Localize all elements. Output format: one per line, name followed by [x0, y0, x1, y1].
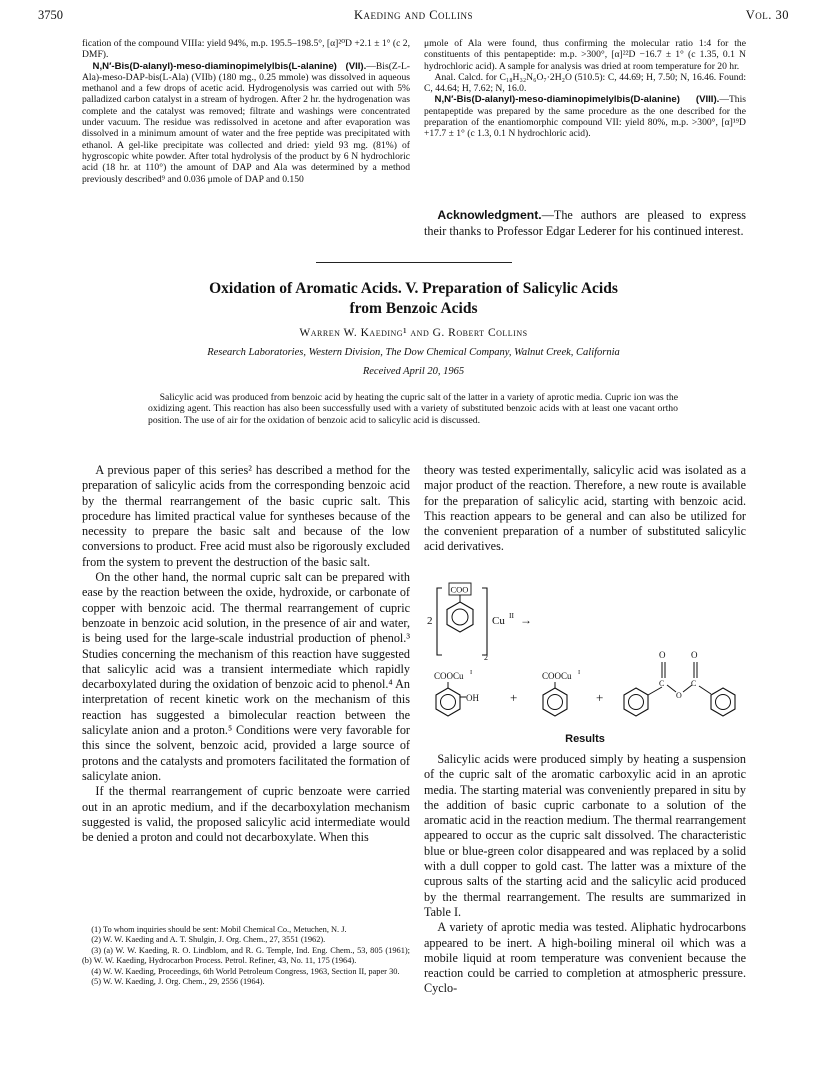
left-bracket [437, 588, 442, 655]
reaction-scheme [424, 580, 746, 730]
article-title-line2: from Benzoic Acids [349, 300, 478, 317]
body-right-column-bottom [424, 752, 746, 997]
footnotes [82, 925, 410, 987]
compound-heading: N,N′-Bis(D-alanyl)-meso-diaminopimelylbis(L-alanine) (VII). [92, 60, 367, 72]
prev-article-right-column [424, 38, 746, 140]
scheme-coefficient: 2 [427, 615, 433, 627]
body-paragraph: If the thermal rearrangement of cupric benzoate were carried out in an aprotic medium, and if the decarboxylation mechanism suggested is valid, the proposed salicylic acid intermediate would be denied a proton and could not decarboxylate. When this [82, 784, 410, 845]
carbonyl-oxygen-label: O [691, 650, 698, 660]
carbonyl-carbon-label: C [691, 679, 697, 688]
carbonyl-carbon-label: C [659, 679, 665, 688]
footnote: (1) To whom inquiries should be sent: Mobil Chemical Co., Metuchen, N. J. [91, 925, 347, 934]
cuprous-sup: I [470, 669, 473, 676]
analysis-paragraph: Anal. Calcd. for C₁₈H₃₂N₆O₇·2H₂O (510.5): C, 44.69; H, 7.50; N, 16.46. Found: C, 44.64; H, 7.62; N, 16.0. [424, 71, 746, 95]
body-paragraph: A variety of aprotic media was tested. Aliphatic hydrocarbons appeared to be inert. A high-boiling mineral oil which was a mobile liquid at room temperature was convenient because the reaction could be carried to completion at atmospheric pressure. Cyclo- [424, 920, 746, 996]
footnote: (2) W. W. Kaeding and A. T. Shulgin, J. Org. Chem., 27, 3551 (1962). [91, 935, 326, 945]
body-paragraph: theory was tested experimentally, salicylic acid was isolated as a major product of the reaction. Therefore, a new route is available for the preparation of salicylic acid, starting with benzoic acid. This reaction appears to be general and can also be utilized for the convenient preparation of a number of substituted salicylic acid derivatives. [424, 463, 746, 554]
footnote: (4) W. W. Kaeding, Proceedings, 6th World Petroleum Congress, 1963, Section II, paper 30. [91, 966, 400, 976]
page-number: 3750 [38, 8, 63, 22]
bond-line [667, 685, 676, 692]
article-affiliation: Research Laboratories, Western Division, The Dow Chemical Company, Walnut Creek, California [207, 347, 620, 358]
prev-paragraph [424, 94, 746, 139]
bond-line [699, 686, 711, 694]
acknowledgment-heading: Acknowledgment. [437, 208, 542, 222]
carbonyl-oxygen-label: O [659, 650, 666, 660]
prev-text: —Bis(Z-L-Ala)-meso-DAP-bis(L-Ala) (VIIb) (180 mg., 0.25 mmole) was dissolved in aqueous methanol and a few drops of acetic acid. Hydrogenolysis was carried out with 5% palladized carbon catalyst in a stream of hydrogen. After 2 hr. the hydrogenation was complete and the catalyst was removed; filtrate and washings were concentrated under vacuum. The residue was redissolved in acetone and after evaporation was dissolved in a minimum amount of water and the free peptide was precipitated with ethanol. A gel-like precipitate was collected and dried: yield 93 mg. (81%) of hygroscopic white powder. After total hydrolysis of the product by 6 N hydrochloric acid (18 hr. at 110°) the amount of DAP and Ala was determined by a method previously described⁹ and 0.036 μmole of DAP and 0.150 [82, 60, 410, 185]
prev-paragraph: fication of the compound VIIIa: yield 94%, m.p. 195.5–198.5°, [α]²⁰D +2.1 ± 1° (c 2, DMF). [82, 38, 410, 61]
abstract [148, 392, 678, 426]
aromatic-circle [452, 609, 468, 625]
article-separator [316, 262, 512, 263]
benzene-ring [436, 688, 460, 716]
acknowledgment-text: —The authors are pleased to express their thanks to Professor Edgar Lederer for his continued interest. [424, 208, 746, 238]
carboxylate-label: COO [450, 584, 469, 595]
benzene-ring [624, 688, 648, 716]
copper-ii-sup: II [509, 611, 514, 620]
benzene-ring [711, 688, 735, 716]
bridging-oxygen-label: O [676, 691, 682, 700]
body-paragraph: A previous paper of this series² has described a method for the preparation of salicylic acids from the corresponding benzoic acid by the thermal rearrangement of the basic cupric salt. This procedure has limited practical value for syntheses because of the necessity to prepare the basic salt and because of the low conversions to product. Free acid must also be rigorously excluded from the system to prevent the destruction of the basic salt. [82, 463, 410, 569]
running-title: Kaeding and Collins [353, 8, 474, 22]
aromatic-circle [548, 695, 563, 710]
body-paragraph: On the other hand, the normal cupric salt can be prepared with ease by the reaction between the oxide, hydroxide, or carbonate of copper with benzoic acid. The thermal rearrangement of cupric benzoate in benzoic acid solution, in the presence of air and water, is being used for the large-scale industrial production of phenol.³ Studies concerning the mechanism of this reaction have suggested that salicylic acid was a transient intermediate which rapidly decarboxylated during the oxidation of benzoic acid to phenol.⁴ An interpretation of recent kinetic work on the mechanism of this reaction has suggested a bimolecular reaction between the salicylate anion and a proton.⁵ Conditions were very favorable for this since the solvent, benzoic acid, provided a large source of protons and the catalysts and promoters facilitated the formation of salicylate anion. [82, 570, 410, 783]
prev-paragraph [82, 61, 410, 185]
aromatic-circle [716, 695, 731, 710]
prev-article-left-column [82, 38, 410, 185]
cuprous-salt-label: COOCu [434, 671, 464, 681]
article-title-line1: Oxidation of Aromatic Acids. V. Preparation of Salicylic Acids [209, 280, 618, 297]
body-right-column-top [424, 463, 746, 555]
reaction-arrow: → [520, 613, 532, 627]
bracket-subscript: 2 [484, 653, 488, 662]
benzene-ring [447, 602, 473, 632]
footnote: (3) (a) W. W. Kaeding, R. O. Lindblom, and R. G. Temple, Ind. Eng. Chem., 53, 805 (1961); (b) W. W. Kaeding, Hydrocarbon Process. Petrol. Refiner, 43, No. 11, 175 (1964). [82, 945, 410, 966]
footnote: (5) W. W. Kaeding, J. Org. Chem., 29, 2556 (1964). [91, 977, 265, 987]
hydroxyl-label: OH [466, 693, 479, 703]
prev-text: —This pentapeptide was prepared by the same procedure as the one described for the preparation of the enantiomorphic compound VII: yield 80%, m.p. >300°, [α]¹⁹D +17.7 ± 1° (c 1.3, 0.1 N hydrochloric acid). [424, 94, 746, 140]
aromatic-circle [629, 695, 644, 710]
benzene-ring [543, 688, 567, 716]
compound-heading: N,N′-Bis(D-alanyl)-meso-diaminopimelylbis(D-alanine) (VIII). [434, 94, 720, 106]
plus-sign: + [596, 690, 604, 705]
right-bracket [482, 588, 487, 655]
acknowledgment [424, 208, 746, 239]
volume-label: Vol. 30 [745, 8, 789, 22]
prev-paragraph: μmole of Ala were found, thus confirming the molecular ratio 1:4 for the constituents of this pentapeptide: m.p. >300°, [α]²²D −16.7 ± 1° (c 1.35, 0.1 N hydrochloric acid). A sample for analysis was dried at room temperature for 20 hr. [424, 38, 746, 72]
body-paragraph: Salicylic acids were produced simply by heating a suspension of the cupric salt of the aromatic carboxylic acid in an aprotic media. The starting material was conveniently prepared in situ by the addition of basic cupric carbonate to a solution of the aromatic acid in the reaction medium. The thermal rearrangement appeared to occur as the cupric salt dissolved. The characteristic blue or blue-green color disappeared and was replaced by a solid with a dull copper to gold cast. The latter was a mixture of the cuprous salts of the starting acid and the salicylic acid produced by the thermal rearrangement. The results are summarized in Table I. [424, 752, 746, 919]
article-authors: Warren W. Kaeding¹ and G. Robert Collins [299, 327, 528, 339]
bond-line [648, 687, 662, 695]
cuprous-sup: I [578, 669, 581, 676]
cuprous-salt-label: COOCu [542, 671, 572, 681]
copper-ii-label: Cu [492, 615, 505, 627]
body-left-column [82, 463, 410, 845]
received-date: Received April 20, 1965 [362, 366, 465, 377]
plus-sign: + [510, 690, 518, 705]
results-heading: Results [565, 733, 605, 745]
abstract-text: Salicylic acid was produced from benzoic acid by heating the cupric salt of the latter in a variety of aprotic media. Cupric ion was the oxidizing agent. This reaction has also been successfully used with a variety of substituted benzoic acids with at least one vacant ortho position. The use of air for the oxidation of benzoic acid to salicylic acid is discussed. [148, 392, 678, 426]
aromatic-circle [441, 695, 456, 710]
